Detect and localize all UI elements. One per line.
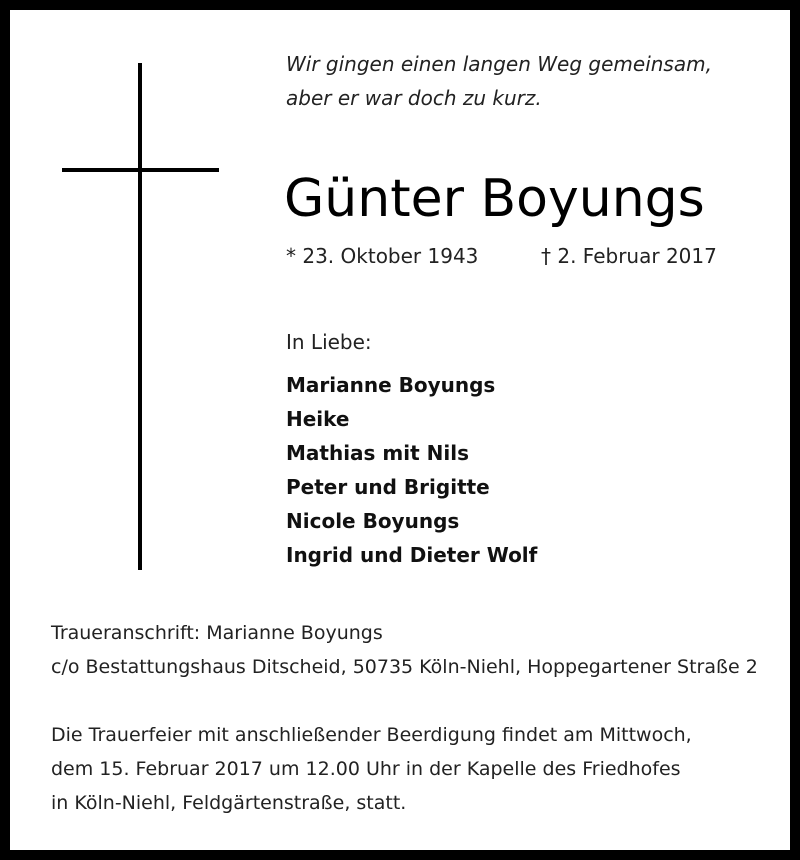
ceremony-line: Die Trauerfeier mit anschließender Beerdigung findet am Mittwoch,: [51, 724, 692, 746]
mourner-name: Peter und Brigitte: [286, 475, 490, 499]
memorial-quote: [286, 47, 712, 115]
mourners-label: In Liebe:: [286, 330, 372, 354]
cross-icon: [138, 63, 142, 570]
ceremony-line: dem 15. Februar 2017 um 12.00 Uhr in der Kapelle des Friedhofes: [51, 758, 681, 780]
death-date: † 2. Februar 2017: [541, 244, 717, 268]
deceased-name: Günter Boyungs: [284, 169, 705, 229]
address-line: Traueranschrift: Marianne Boyungs: [51, 622, 383, 644]
cross-icon-bar: [62, 168, 219, 172]
quote-line: Wir gingen einen langen Weg gemeinsam,: [286, 52, 712, 76]
address-line: c/o Bestattungshaus Ditscheid, 50735 Köln-Niehl, Hoppegartener Straße 2: [51, 656, 758, 678]
mourners-list: [286, 368, 537, 572]
mourner-name: Nicole Boyungs: [286, 509, 460, 533]
ceremony-line: in Köln-Niehl, Feldgärtenstraße, statt.: [51, 792, 407, 814]
birth-date: * 23. Oktober 1943: [286, 244, 479, 268]
mourning-address: [51, 616, 758, 684]
mourner-name: Heike: [286, 407, 350, 431]
mourner-name: Ingrid und Dieter Wolf: [286, 543, 538, 567]
quote-line: aber er war doch zu kurz.: [286, 86, 542, 110]
mourner-name: Mathias mit Nils: [286, 441, 469, 465]
mourner-name: Marianne Boyungs: [286, 373, 496, 397]
funeral-ceremony-info: [51, 718, 692, 820]
